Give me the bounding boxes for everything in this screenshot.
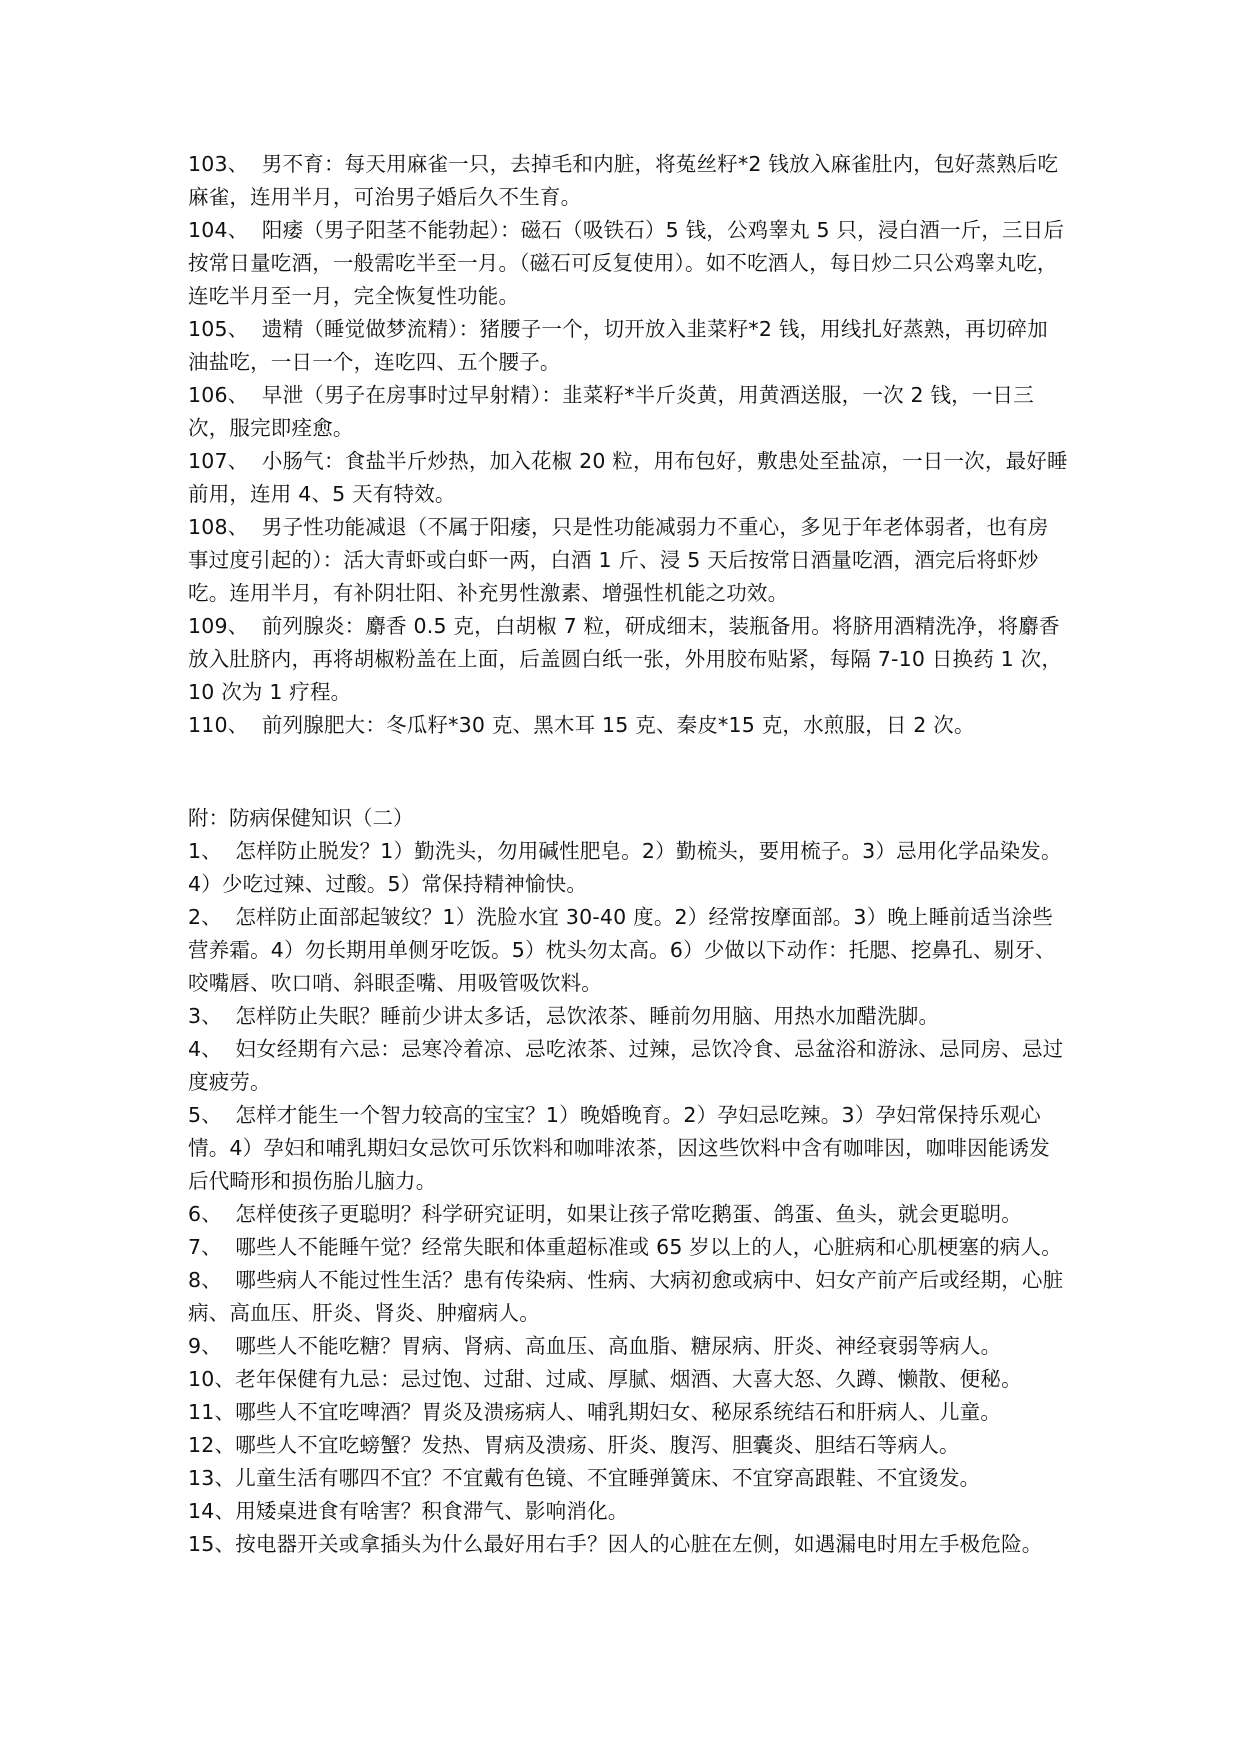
list-item — [188, 1033, 1068, 1099]
list-item — [188, 835, 1068, 901]
item-number: 15、 — [188, 1532, 236, 1556]
item-text: 早泄（男子在房事时过早射精）：韭菜籽*半斤炎黄，用黄酒送服，一次 2 钱，一日三次，服完即痊愈。 — [188, 383, 1034, 440]
item-text: 前列腺肥大：冬瓜籽*30 克、黑木耳 15 克、秦皮*15 克，水煎服，日 2 次。 — [248, 713, 975, 737]
item-text: 怎样防止失眠？睡前少讲太多话，忌饮浓茶、睡前勿用脑、用热水加醋洗脚。 — [221, 1004, 940, 1028]
item-number: 104、 — [188, 218, 249, 242]
item-text: 妇女经期有六忌：忌寒冷着凉、忌吃浓茶、过辣，忌饮冷食、忌盆浴和游泳、忌同房、忌过度疲劳。 — [188, 1037, 1064, 1094]
list-item — [188, 610, 1068, 709]
item-text: 老年保健有九忌：忌过饱、过甜、过咸、厚腻、烟酒、大喜大怒、久蹲、懒散、便秘。 — [235, 1367, 1022, 1391]
item-number: 4、 — [188, 1037, 222, 1061]
item-text: 男不育：每天用麻雀一只，去掉毛和内脏，将菟丝籽*2 钱放入麻雀肚内，包好蒸熟后吃麻雀，连用半月，可治男子婚后久不生育。 — [188, 152, 1059, 209]
item-number: 7、 — [188, 1235, 222, 1259]
section-gap — [188, 742, 1068, 802]
list-item — [188, 1495, 1068, 1528]
item-text: 哪些人不能睡午觉？经常失眠和体重超标准或 65 岁以上的人，心脏病和心肌梗塞的病人。 — [221, 1235, 1062, 1259]
list-item — [188, 313, 1068, 379]
item-text: 小肠气：食盐半斤炒热，加入花椒 20 粒，用布包好，敷患处至盐凉，一日一次，最好睡前用，连用 4、5 天有特效。 — [188, 449, 1068, 506]
item-number: 10、 — [188, 1367, 236, 1391]
list-item — [188, 214, 1068, 313]
list-item — [188, 1429, 1068, 1462]
item-text: 按电器开关或拿插头为什么最好用右手？因人的心脏在左侧，如遇漏电时用左手极危险。 — [235, 1532, 1043, 1556]
item-number: 109、 — [188, 614, 249, 638]
list-item — [188, 1264, 1068, 1330]
item-text: 儿童生活有哪四不宜？不宜戴有色镜、不宜睡弹簧床、不宜穿高跟鞋、不宜烫发。 — [235, 1466, 981, 1490]
list-item — [188, 1099, 1068, 1198]
list-item — [188, 1396, 1068, 1429]
item-text: 怎样防止面部起皱纹？1）洗脸水宜 30-40 度。2）经常按摩面部。3）晚上睡前适当涂些营养霜。4）勿长期用单侧牙吃饭。5）枕头勿太高。6）少做以下动作：托腮、挖鼻孔、剔牙、咬嘴唇、吹口哨、斜眼歪嘴、用吸管吸饮料。 — [188, 905, 1056, 995]
item-number: 8、 — [188, 1268, 222, 1292]
health-tips-list — [188, 835, 1068, 1561]
list-item — [188, 709, 1068, 742]
item-number: 12、 — [188, 1433, 236, 1457]
appendix-heading: 附：防病保健知识（二） — [188, 806, 414, 830]
item-text: 阳痿（男子阳茎不能勃起）：磁石（吸铁石）5 钱，公鸡睾丸 5 只，浸白酒一斤，三日后按常日量吃酒，一般需吃半至一月。（磁石可反复使用）。如不吃酒人，每日炒二只公鸡睾丸吃，连吃半月至一月，完全恢复性功能。 — [188, 218, 1065, 308]
list-item — [188, 1462, 1068, 1495]
item-text: 哪些病人不能过性生活？患有传染病、性病、大病初愈或病中、妇女产前产后或经期，心脏病、高血压、肝炎、肾炎、肿瘤病人。 — [188, 1268, 1064, 1325]
list-item — [188, 1528, 1068, 1561]
item-number: 110、 — [188, 713, 249, 737]
item-number: 105、 — [188, 317, 249, 341]
item-number: 3、 — [188, 1004, 222, 1028]
item-number: 1、 — [188, 839, 222, 863]
item-number: 2、 — [188, 905, 222, 929]
item-number: 103、 — [188, 152, 249, 176]
document-page — [188, 148, 1068, 1561]
item-text: 哪些人不宜吃螃蟹？发热、胃病及溃疡、肝炎、腹泻、胆囊炎、胆结石等病人。 — [235, 1433, 960, 1457]
item-number: 11、 — [188, 1400, 236, 1424]
item-number: 14、 — [188, 1499, 236, 1523]
list-item — [188, 1198, 1068, 1231]
list-item — [188, 379, 1068, 445]
item-text: 男子性功能减退（不属于阳痿，只是性功能减弱力不重心，多见于年老体弱者，也有房事过度引起的）：活大青虾或白虾一两，白酒 1 斤、浸 5 天后按常日酒量吃酒，酒完后将虾炒吃。连用半月，有补阴壮阳、补充男性激素、增强性机能之功效。 — [188, 515, 1049, 605]
remedies-list — [188, 148, 1068, 742]
list-item — [188, 1231, 1068, 1264]
item-text: 哪些人不能吃糖？胃病、肾病、高血压、高血脂、糖尿病、肝炎、神经衰弱等病人。 — [221, 1334, 1002, 1358]
item-text: 怎样才能生一个智力较高的宝宝？1）晚婚晚育。2）孕妇忌吃辣。3）孕妇常保持乐观心情。4）孕妇和哺乳期妇女忌饮可乐饮料和咖啡浓茶，因这些饮料中含有咖啡因，咖啡因能诱发后代畸形和损伤胎儿脑力。 — [188, 1103, 1050, 1193]
list-item — [188, 148, 1068, 214]
item-text: 遗精（睡觉做梦流精）：猪腰子一个，切开放入韭菜籽*2 钱，用线扎好蒸熟，再切碎加油盐吃，一日一个，连吃四、五个腰子。 — [188, 317, 1048, 374]
item-text: 怎样使孩子更聪明？科学研究证明，如果让孩子常吃鹅蛋、鸽蛋、鱼头，就会更聪明。 — [221, 1202, 1022, 1226]
list-item — [188, 1330, 1068, 1363]
item-number: 5、 — [188, 1103, 222, 1127]
item-number: 13、 — [188, 1466, 236, 1490]
list-item — [188, 901, 1068, 1000]
list-item — [188, 1363, 1068, 1396]
item-text: 用矮桌进食有啥害？积食滞气、影响消化。 — [235, 1499, 629, 1523]
item-number: 9、 — [188, 1334, 222, 1358]
list-item — [188, 1000, 1068, 1033]
item-text: 前列腺炎：麝香 0.5 克，白胡椒 7 粒，研成细末，装瓶备用。将脐用酒精洗净，将麝香放入肚脐内，再将胡椒粉盖在上面，后盖圆白纸一张，外用胶布贴紧，每隔 7-10 日换药 1 次，10 次为 1 疗程。 — [188, 614, 1063, 704]
item-number: 106、 — [188, 383, 249, 407]
item-number: 6、 — [188, 1202, 222, 1226]
item-text: 怎样防止脱发？1）勤洗头，勿用碱性肥皂。2）勤梳头，要用梳子。3）忌用化学品染发。4）少吃过辣、过酸。5）常保持精神愉快。 — [188, 839, 1062, 896]
item-number: 108、 — [188, 515, 249, 539]
list-item — [188, 445, 1068, 511]
list-item — [188, 511, 1068, 610]
item-text: 哪些人不宜吃啤酒？胃炎及溃疡病人、哺乳期妇女、秘尿系统结石和肝病人、儿童。 — [235, 1400, 1002, 1424]
item-number: 107、 — [188, 449, 249, 473]
